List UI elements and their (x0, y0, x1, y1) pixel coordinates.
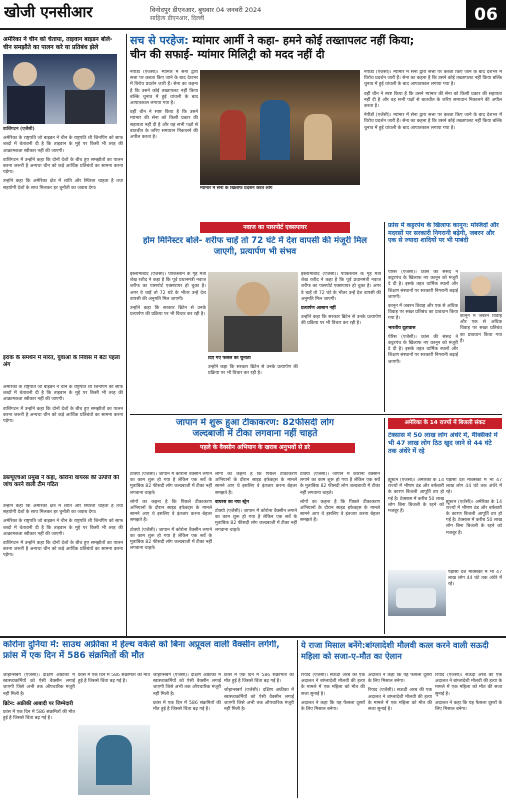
myanmar-headline: म्यांमार आर्मी ने कहा- हमने कोई तख्तापलट नहीं किया; (192, 34, 415, 47)
france-body-col2: कानून में जबरन विवाह और एक से अधिक विवाह पर सख्त प्रतिबंध का प्रावधान किया गया है। (460, 314, 502, 344)
texas-body-col3: पड़ोसी देश मैक्सिको में भी 47 लाख लोग 44 घंटे तक अंधेरे में रहे। (448, 570, 502, 588)
macron-photo (460, 272, 502, 312)
health-worker-icon (96, 735, 132, 785)
nawaz-body-col1: इस्लामाबाद (एजेंसी)। पाकिस्तान के गृह मंत्री शेख रशीद ने कहा है कि पूर्व प्रधानमंत्री नवाज शरीफ का पासपोर्ट एक्सपायर हो चुका है। अगर वे चाहें तो 72 घंटे के भीतर उन्हें देश वापसी की अनुमति मिल जाएगी। उन्होंने कहा कि सरकार ब्रिटेन से उनके प्रत्यार्पण की प्रक्रिया पर भी विचार कर रही है। (130, 272, 206, 318)
corona-body-col1: जोहान्सबर्ग (एजेंसी)। दक्षिण अफ्रीका में स्वास्थ्यकर्मियों को ऐसी वैक्सीन लगाई जाएगी जिसे अभी तक औपचारिक मंजूरी नहीं मिली है। ब्रिटेन: अफ्रीकी आबादी पर जिम्मेदारी फ्रांस में एक दिन में 586 संक्रमितों की मौत हुई है जिससे चिंता बढ़ गई है। (3, 673, 75, 722)
masthead (0, 0, 506, 30)
face-icon (73, 68, 95, 90)
nawaz-photo (208, 272, 298, 352)
texas-photo (388, 570, 446, 616)
snow-car-icon (396, 588, 436, 608)
corona-headline: कोरोना दुनिया में: साउथ अफ्रीका में हेल्थ वर्कर्स को बिना अप्रूवल वाली वैक्सीन लगेगी, फ्रांस में एक दिन में 586 संक्रमितों की मौत (3, 640, 280, 661)
horizontal-rule (130, 414, 502, 415)
left-subhead-2-body: उन्होंने कहा कि अमेरिका क्षेत्र में शांति और स्थिरता चाहता है तथा सहयोगी देशों के साथ मिलकर हर चुनौती का जवाब देगा। अमेरिका के राष्ट्रपति जो बाइडन ने चीन के राष्ट्रपति शी जिनपिंग को साफ शब्दों में चेतावनी दी है कि ताइवान के मुद्दे पर किसी भी तरह की आक्रामकता स्वीकार नहीं की जाएगी। वाशिंगटन में उन्होंने कहा कि दोनों देशों के बीच हुए समझौतों का पालन करना जरूरी है अन्यथा चीन को कड़े आर्थिक प्रतिबंधों का सामना करना पड़ेगा। (3, 504, 123, 559)
myanmar-kicker: सच से परहेज: (130, 34, 189, 47)
japan-subhead: पहले के वैक्सीन अभियान के खराब अनुभवों से डरे (155, 443, 355, 453)
texas-headline: टेक्सास में 50 लाख लोग अंधेरे में, मैक्सिको में भी 47 लाख लोग ठिठ खुद जाने से 44 घंटे तक अंधेरे में रहे (388, 432, 498, 455)
column-rule (384, 222, 385, 412)
left-story (3, 36, 123, 276)
face-icon (236, 282, 270, 316)
france-body-col1: पेरिस (एजेंसी)। फ्रांस की संसद ने कट्टरपंथ के खिलाफ नए कानून को मंजूरी दे दी है। इसके तहत धार्मिक स्थलों और शिक्षण संस्थानों पर सरकारी निगरानी बढ़ाई जाएगी। कानून में जबरन विवाह और एक से अधिक विवाह पर सख्त प्रतिबंध का प्रावधान किया गया है। भारतीय दूतावास पेरिस (एजेंसी)। फ्रांस की संसद ने कट्टरपंथ के खिलाफ नए कानून को मंजूरी दे दी है। इसके तहत धार्मिक स्थलों और शिक्षण संस्थानों पर सरकारी निगरानी बढ़ाई जाएगी। (388, 270, 458, 365)
japan-kicker: जापान में शुरू हुआ टीकाकरण: 82फीसदी लोग (175, 418, 335, 428)
left-story-body (3, 127, 123, 192)
paragraph: अमेरिका के राष्ट्रपति जो बाइडन ने चीन के राष्ट्रपति शी जिनपिंग को साफ शब्दों में चेतावनी दी है कि ताइवान के मुद्दे पर किसी भी तरह की आक्रामकता स्वीकार नहीं की जाएगी। (3, 136, 123, 154)
suit-icon (7, 86, 45, 124)
corona-body-col4: फ्रांस में एक दिन में 586 संक्रमितों की मौत हुई है जिससे चिंता बढ़ गई है। जोहान्सबर्ग (एजेंसी)। दक्षिण अफ्रीका में स्वास्थ्यकर्मियों को ऐसी वैक्सीन लगाई जाएगी जिसे अभी तक औपचारिक मंजूरी नहीं मिली है। (224, 673, 294, 713)
saudi-body-col2: अदालत ने कहा कि यह फैसला दूसरों के लिए मिसाल बनेगा। रियाद (एजेंसी)। सऊदी अरब की एक अदालत ने बांग्लादेशी मौलवी की हत्या के मामले में एक महिला को मौत की सजा सुनाई है। (368, 673, 432, 713)
texas-body-col2: पड़ोसी देश मैक्सिको में भी 47 लाख लोग 44 घंटे तक अंधेरे में रहे। ह्यूस्टन (एजेंसी)। अमेरिका के 14 राज्यों में भीषण ठंड और बर्फबारी के कारण बिजली आपूर्ति ठप हो गई है। टेक्सास में करीब 50 लाख लोग बिना बिजली के रहने को मजबूर हैं। (446, 478, 502, 536)
myanmar-headline-block (130, 34, 502, 66)
left-subhead-1: इराक के समर्थन में मारत, युवाओं के निवास में बेटा पहला अंग (3, 355, 121, 368)
newspaper-logo: खोजी एनसीआर (4, 3, 93, 21)
nawaz-banner: नवाज का पासपोर्ट एक्सपायर (200, 222, 350, 233)
myanmar-caption: म्यांमार में सेना के खिलाफ प्रदर्शन करते लोग (200, 186, 273, 191)
suit-icon (465, 296, 497, 312)
suit-icon (65, 90, 105, 124)
texas-body-col1: ह्यूस्टन (एजेंसी)। अमेरिका के 14 राज्यों में भीषण ठंड और बर्फबारी के कारण बिजली आपूर्ति ठप हो गई है। टेक्सास में करीब 50 लाख लोग बिना बिजली के रहने को मजबूर हैं। (388, 478, 444, 515)
protester-icon (220, 110, 246, 160)
saudi-headline: ये राजा मिसाल बनेंगे:बांग्लादेशी मौलवी कत्ल करने वाली सऊदी महिला को सजा-ए-मौत का ऐलान (301, 640, 489, 661)
saudi-body-col1: रियाद (एजेंसी)। सऊदी अरब की एक अदालत ने बांग्लादेशी मौलवी की हत्या के मामले में एक महिला को मौत की सजा सुनाई है। अदालत ने कहा कि यह फैसला दूसरों के लिए मिसाल बनेगा। (301, 673, 365, 713)
japan-headline: जल्दबाजी में टीका लगवाना नहीं चाहते (192, 429, 318, 439)
corona-photo (78, 725, 150, 795)
protester-icon (260, 100, 290, 160)
column-rule (384, 418, 385, 634)
paragraph: वाशिंगटन (एजेंसी) (3, 127, 35, 132)
corona-body-col3: जोहान्सबर्ग (एजेंसी)। दक्षिण अफ्रीका में स्वास्थ्यकर्मियों को ऐसी वैक्सीन लगाई जाएगी जिसे अभी तक औपचारिक मंजूरी नहीं मिली है। फ्रांस में एक दिन में 586 संक्रमितों की मौत हुई है जिससे चिंता बढ़ गई है। (153, 673, 221, 713)
myanmar-photo (200, 70, 360, 185)
left-subhead-1-body: अमेरिका के राष्ट्रपति जो बाइडन ने चीन के राष्ट्रपति शी जिनपिंग को साफ शब्दों में चेतावनी दी है कि ताइवान के मुद्दे पर किसी भी तरह की आक्रामकता स्वीकार नहीं की जाएगी। वाशिंगटन में उन्होंने कहा कि दोनों देशों के बीच हुए समझौतों का पालन करना जरूरी है अन्यथा चीन को कड़े आर्थिक प्रतिबंधों का सामना करना पड़ेगा। (3, 385, 123, 425)
nawaz-headline: होम मिनिस्टर बोले- शरीफ चाहें तो 72 घंटे में देश वापसी की मंजूरी मिल जाएगी, प्रत्यार्पण भी संभव (142, 236, 368, 257)
france-headline: फ्रांस में कट्टरपंथ के खिलाफ कानून: मस्जिदों और मदरसों पर सरकारी निगरानी बढ़ेगी, जबरन और एक से ज्यादा शादियों पर भी पाबंदी (388, 222, 499, 245)
corona-body-col2: फ्रांस में एक दिन में 586 संक्रमितों की मौत हुई है जिससे चिंता बढ़ गई है। (78, 673, 150, 685)
texas-banner: अमेरिका के 14 राज्यों में बिजली संकट (388, 418, 502, 429)
left-story-headline: अमेरिका ने चीन को चेताया, ताइवान बाइडन बोले- चीन समझौते का पालन करे या प्रतिबंध झेले (3, 36, 113, 51)
column-rule (126, 34, 127, 636)
japan-body-col3: टोक्यो (एजेंसी)। जापान में कोरोना वैक्सीन लगाने का काम शुरू हो गया है लेकिन एक सर्वे के मुताबिक 82 फीसदी लोग जल्दबाजी में टीका नहीं लगवाना चाहते। लोगों का कहना है कि पिछले टीकाकरण अभियानों के दौरान साइड इफेक्ट्स के मामले सामने आए थे इसलिए वे इंतजार करना बेहतर समझते हैं। (300, 472, 380, 524)
column-rule (297, 640, 298, 798)
left-subhead-2: डब्ल्यूएचओ प्रमुख ने कहा, कोरोना वायरस की उत्पत्ति की जांच करने वाली टीम गठित (3, 475, 120, 488)
protester-icon (304, 114, 332, 160)
paragraph: उन्होंने कहा कि अमेरिका क्षेत्र में शांति और स्थिरता चाहता है तथा सहयोगी देशों के साथ मिलकर हर चुनौती का जवाब देगा। (3, 179, 123, 191)
page-number: 06 (466, 0, 506, 30)
horizontal-rule (0, 636, 506, 638)
nawaz-body-col2: दिए गए फैसले को चुनौती उन्होंने कहा कि सरकार ब्रिटेन से उनके प्रत्यार्पण की प्रक्रिया पर भी विचार कर रही है। (208, 356, 298, 377)
paragraph: वाशिंगटन में उन्होंने कहा कि दोनों देशों के बीच हुए समझौतों का पालन करना जरूरी है अन्यथा चीन को कड़े आर्थिक प्रतिबंधों का सामना करना पड़ेगा। (3, 157, 123, 176)
myanmar-body-col3: नेपीडॉ (एजेंसी)। म्यांमार में सेना द्वारा सत्ता पर कब्जा किए जाने के बाद देशभर में विरोध प्रदर्शन जारी हैं। सेना का कहना है कि उसने कोई तख्तापलट नहीं किया बल्कि चुनाव में हुई धांधली के बाद आपातकाल लगाया गया है। वहीं चीन ने स्पष्ट किया है कि उसने म्यांमार की सेना को किसी प्रकार की सहायता नहीं दी है और वह सभी पक्षों से बातचीत के जरिए समाधान निकालने की अपील करता है। नेपीडॉ (एजेंसी)। म्यांमार में सेना द्वारा सत्ता पर कब्जा किए जाने के बाद देशभर में विरोध प्रदर्शन जारी हैं। सेना का कहना है कि उसने कोई तख्तापलट नहीं किया बल्कि चुनाव में हुई धांधली के बाद आपातकाल लगाया गया है। (364, 70, 502, 131)
dateline: विनोदपुर डीएनआर, बुधवार 04 जनवरी 2024 (150, 6, 262, 14)
japan-headline-block (130, 418, 380, 470)
face-icon (471, 276, 491, 296)
japan-body-col1: टोक्यो (एजेंसी)। जापान में कोरोना वैक्सीन लगाने का काम शुरू हो गया है लेकिन एक सर्वे के मुताबिक 82 फीसदी लोग जल्दबाजी में टीका नहीं लगवाना चाहते। लोगों का कहना है कि पिछले टीकाकरण अभियानों के दौरान साइड इफेक्ट्स के मामले सामने आए थे इसलिए वे इंतजार करना बेहतर समझते हैं। टोक्यो (एजेंसी)। जापान में कोरोना वैक्सीन लगाने का काम शुरू हो गया है लेकिन एक सर्वे के मुताबिक 82 फीसदी लोग जल्दबाजी में टीका नहीं लगवाना चाहते। (130, 472, 212, 552)
biden-photo (3, 54, 117, 124)
nawaz-body-col3: इस्लामाबाद (एजेंसी)। पाकिस्तान के गृह मंत्री शेख रशीद ने कहा है कि पूर्व प्रधानमंत्री नवाज शरीफ का पासपोर्ट एक्सपायर हो चुका है। अगर वे चाहें तो 72 घंटे के भीतर उन्हें देश वापसी की अनुमति मिल जाएगी। प्रत्यार्पण आसान नहीं उन्होंने कहा कि सरकार ब्रिटेन से उनके प्रत्यार्पण की प्रक्रिया पर भी विचार कर रही है। (301, 272, 381, 327)
japan-body-col2: लोगों का कहना है कि पिछले टीकाकरण अभियानों के दौरान साइड इफेक्ट्स के मामले सामने आए थे इसलिए वे इंतजार करना बेहतर समझते हैं। वायरस का नया स्ट्रेन टोक्यो (एजेंसी)। जापान में कोरोना वैक्सीन लगाने का काम शुरू हो गया है लेकिन एक सर्वे के मुताबिक 82 फीसदी लोग जल्दबाजी में टीका नहीं लगवाना चाहते। (215, 472, 297, 533)
myanmar-body-col1: नेपीडॉ (एजेंसी)। म्यांमार में सेना द्वारा सत्ता पर कब्जा किए जाने के बाद देशभर में विरोध प्रदर्शन जारी हैं। सेना का कहना है कि उसने कोई तख्तापलट नहीं किया बल्कि चुनाव में हुई धांधली के बाद आपातकाल लगाया गया है। वहीं चीन ने स्पष्ट किया है कि उसने म्यांमार की सेना को किसी प्रकार की सहायता नहीं दी है और वह सभी पक्षों से बातचीत के जरिए समाधान निकालने की अपील करता है। (130, 70, 198, 141)
saudi-body-col3: रियाद (एजेंसी)। सऊदी अरब की एक अदालत ने बांग्लादेशी मौलवी की हत्या के मामले में एक महिला को मौत की सजा सुनाई है। अदालत ने कहा कि यह फैसला दूसरों के लिए मिसाल बनेगा। (435, 673, 502, 713)
suit-icon (224, 316, 282, 352)
myanmar-headline-2: चीन की सफाई- म्यांमार मिलिट्री को मदद नहीं दी (130, 48, 325, 61)
face-icon (13, 62, 37, 86)
tagline: साहित्य डीएनआर, दिल्ली (150, 15, 205, 22)
